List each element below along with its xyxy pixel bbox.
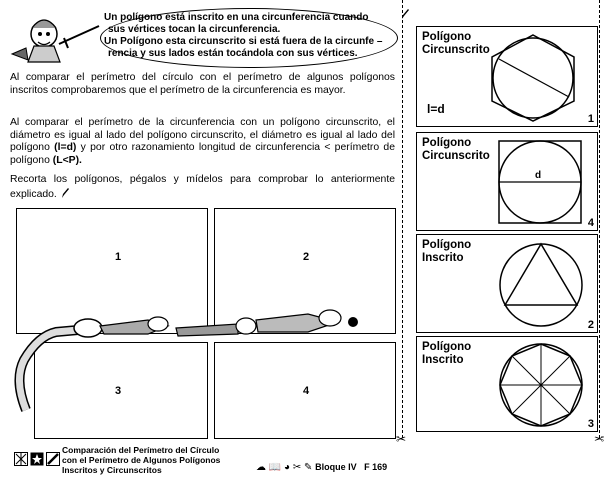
characters-illustration — [8, 300, 398, 420]
pattern-icon — [14, 452, 28, 466]
box-number: 2 — [303, 251, 310, 263]
cut-line — [402, 0, 403, 438]
page-label: F 169 — [364, 462, 388, 472]
equality-label: l=d — [427, 102, 445, 116]
title-line: Circunscrito — [422, 44, 490, 56]
knight-mascot-illustration — [4, 4, 104, 68]
title-line: Inscrito — [422, 354, 464, 366]
instructions-text: Recorta los polígonos, pégalos y mídelos para comprobar lo anteriormente explicado. — [10, 174, 395, 200]
title-line: Polígono — [422, 31, 472, 43]
bubble-line: rencia y sus lados están tocándola con sus vértices. — [108, 48, 358, 59]
title-line: Polígono — [422, 137, 472, 149]
polygon-panel — [416, 26, 598, 127]
box-number: 4 — [303, 385, 310, 397]
title-line: Inscrito — [422, 252, 464, 264]
scissors-icon: ✂ — [594, 432, 605, 446]
box-number: 1 — [115, 251, 122, 263]
footer-icon-group — [14, 452, 60, 466]
bubble-line: Un Polígono esta circunscrito si está fuera de la circunfe – — [104, 36, 383, 47]
activity-icons: ☁ 📖 ◕ ✂ ✎ — [256, 462, 316, 473]
paragraph-circumscribed — [10, 117, 395, 167]
title-line: Circunscrito — [422, 150, 490, 162]
panel-number: 1 — [587, 113, 594, 125]
pencil-icon — [60, 187, 70, 199]
hexagon-circumscribed-figure — [485, 33, 581, 123]
title-line: Polígono — [422, 239, 472, 251]
footer-info — [256, 462, 387, 473]
panel-number: 3 — [587, 418, 594, 430]
panel-number: 4 — [587, 217, 594, 229]
panel-title — [422, 137, 490, 163]
diagonal-tool-icon — [46, 452, 60, 466]
panel-title — [422, 341, 471, 367]
bold-span: (L<P). — [52, 154, 82, 166]
panel-title — [422, 31, 490, 57]
bubble-text — [104, 12, 404, 60]
polygon-panel — [416, 336, 598, 432]
paragraph-inscribed: Al comparar el perímetro del círculo con el perímetro de algunos polígonos inscritos comprobaremos que el perímetro de la circunferencia es mayor. — [10, 72, 395, 96]
polygon-panel — [416, 132, 598, 231]
triangle-inscribed-figure — [497, 239, 585, 329]
title-line: Polígono — [422, 341, 472, 353]
bubble-line: sus vértices tocan la circunferencia. — [108, 24, 281, 35]
text-span: y por otro razonamiento longitud de circunferencia < perímetro de polígono — [10, 142, 395, 166]
bold-span: (l=d) — [54, 142, 77, 154]
panel-number: 2 — [587, 319, 594, 331]
block-label: Bloque IV — [315, 462, 357, 472]
cut-line — [599, 0, 600, 438]
diameter-label: d — [535, 170, 542, 181]
worksheet-title — [62, 445, 220, 475]
title-line: Inscritos y Circunscritos — [62, 465, 162, 475]
bubble-line: Un polígono está inscrito en una circunferencia cuando — [104, 12, 369, 23]
square-circumscribed-figure — [497, 139, 583, 225]
paragraph-instructions — [10, 174, 395, 201]
title-line: Comparación del Perímetro del Círculo — [62, 445, 220, 455]
star-person-icon — [30, 452, 44, 466]
polygon-panel — [416, 234, 598, 333]
panel-title — [422, 239, 471, 265]
text-span: Al comparar el perímetro de la circunferencia con un polígono circunscrito, el diámetro es igual al lado del polígono circunscrito, el diámetro es igual al lado del polígono — [10, 117, 395, 154]
title-line: con el Perímetro de Algunos Polígonos — [62, 455, 221, 465]
scissors-icon: ✂ — [396, 432, 407, 446]
octagon-inscribed-figure — [497, 341, 585, 429]
box-number: 3 — [115, 385, 122, 397]
